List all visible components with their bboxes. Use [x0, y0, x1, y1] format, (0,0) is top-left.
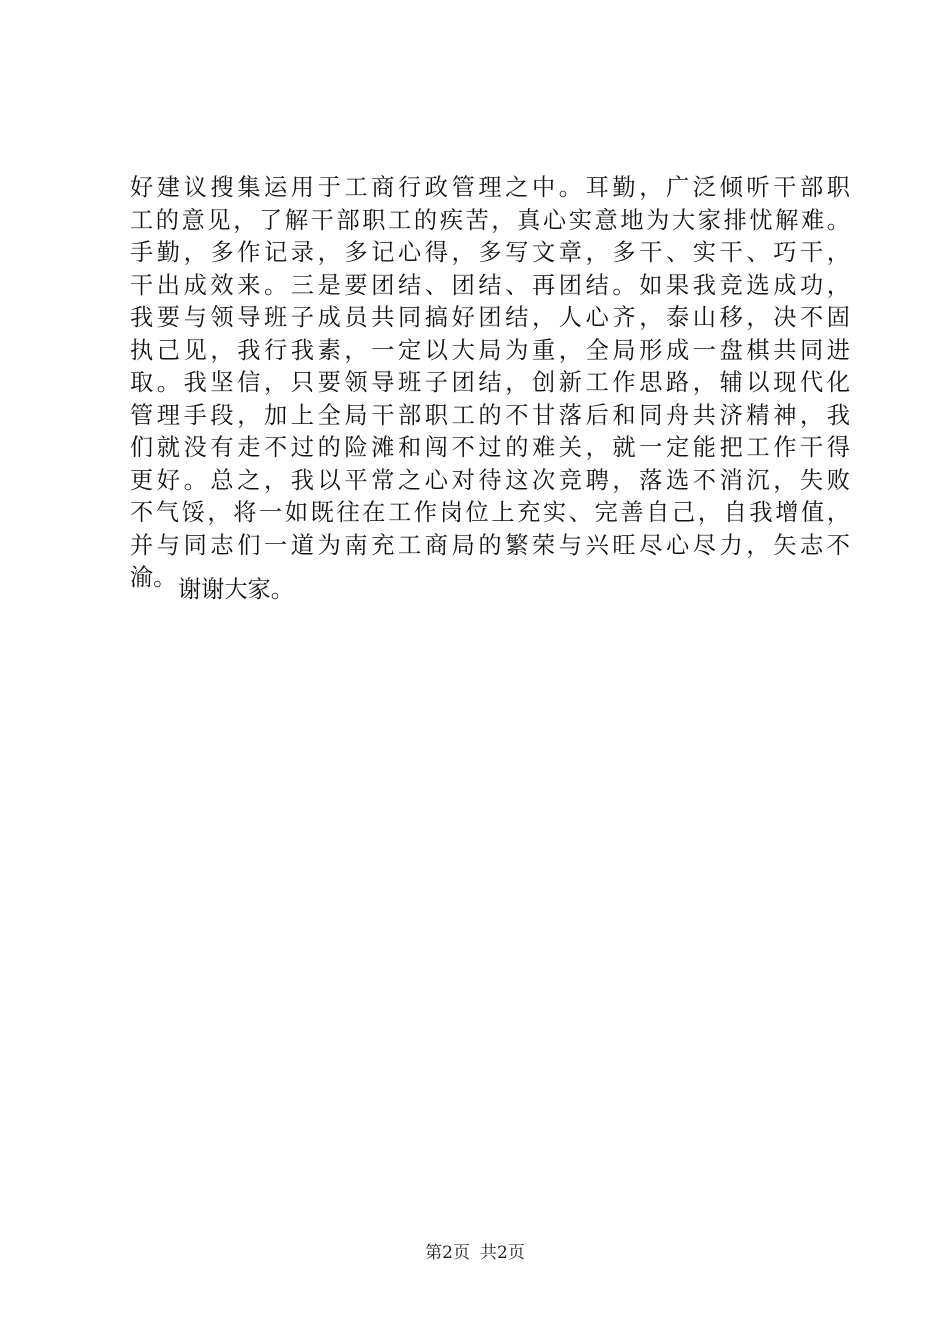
- paragraph-line: 管理手段，加上全局干部职工的不甘落后和同舟共济精神，我: [130, 401, 850, 429]
- paragraph-line: 更好。总之，我以平常之心对待这次竞聘，落选不消沉，失败: [130, 466, 850, 494]
- paragraph-line: 执己见，我行我素，一定以大局为重，全局形成一盘棋共同进: [130, 336, 850, 364]
- paragraph-line: 不气馁，将一如既往在工作岗位上充实、完善自己，自我增值，: [130, 499, 850, 526]
- paragraph-line: 好建议搜集运用于工商行政管理之中。耳勤，广泛倾听干部职: [130, 174, 850, 201]
- paragraph-line: 工的意见，了解干部职工的疾苦，真心实意地为大家排忧解难。: [130, 206, 850, 234]
- page-number: 第2页: [425, 1243, 470, 1263]
- paragraph-line: 我要与领导班子成员共同搞好团结，人心齐，泰山移，决不固: [130, 304, 850, 331]
- body-paragraph: [130, 172, 850, 595]
- paragraph-line: 们就没有走不过的险滩和闯不过的难关，就一定能把工作干得: [130, 434, 850, 461]
- closing-remark: 谢谢大家。: [178, 576, 294, 603]
- page-footer: [0, 1241, 950, 1265]
- paragraph-line: 并与同志们一道为南充工商局的繁荣与兴旺尽心尽力，矢志不: [130, 531, 850, 559]
- paragraph-line: 手勤，多作记录，多记心得，多写文章，多干、实干、巧干，: [130, 239, 850, 266]
- page-total: 共2页: [480, 1243, 525, 1263]
- paragraph-line: 取。我坚信，只要领导班子团结，创新工作思路，辅以现代化: [130, 369, 850, 396]
- paragraph-line: 干出成效来。三是要团结、团结、再团结。如果我竞选成功，: [130, 271, 850, 299]
- paragraph-line: 渝。: [130, 564, 177, 591]
